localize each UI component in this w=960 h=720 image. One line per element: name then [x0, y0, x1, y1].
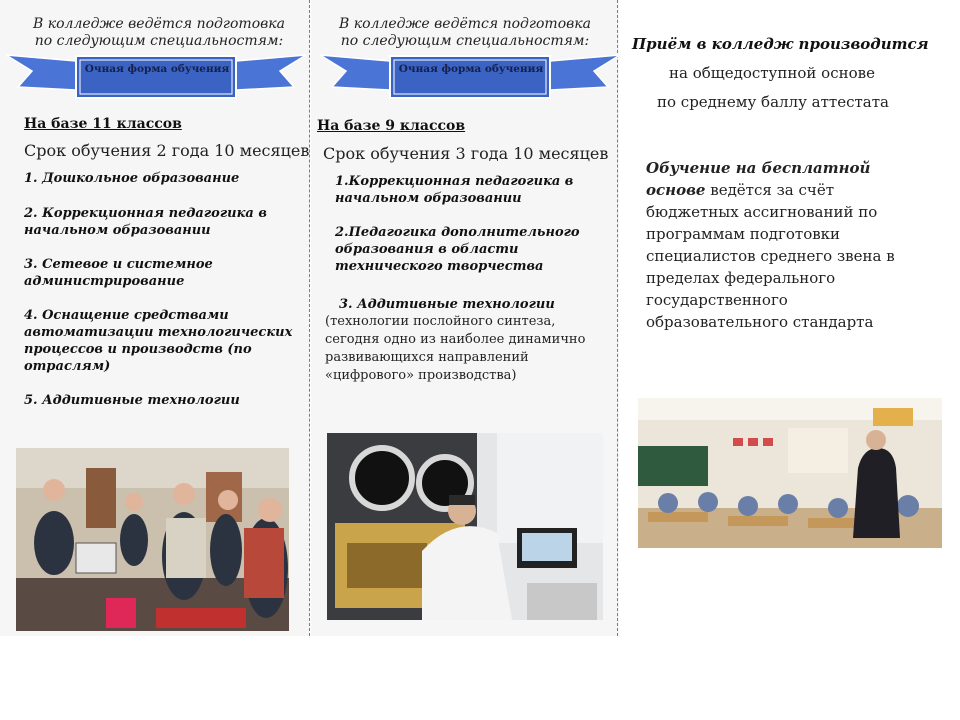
left-ribbon-label: Очная форма обучения [84, 63, 230, 75]
middle-base-heading: На базе 9 классов [317, 118, 466, 134]
admission-title: Приём в колледж производится [632, 35, 929, 53]
specialty-item: 3. Аддитивные технологии [339, 297, 555, 312]
specialty-item: 2. Коррекционная педагогика в начальном образовании [24, 206, 267, 238]
specialty-item: 3. Сетевое и системное администрирование [24, 257, 213, 289]
admission-line-general: на общедоступной основе [669, 64, 875, 82]
left-ribbon-banner [6, 50, 306, 104]
middle-specialty-list [335, 173, 605, 293]
middle-ribbon-label: Очная форма обучения [398, 63, 544, 75]
free-education-heading: Обучение на бесплатной основе [646, 159, 871, 199]
left-study-term: Срок обучения 2 года 10 месяцев [24, 141, 310, 160]
additive-description: (технологии послойного синтеза, сегодня одно из наиболее динамично развивающихся направлений «цифрового» производства) [325, 314, 586, 383]
specialty-item: 5. Аддитивные технологии [24, 393, 240, 408]
left-intro-text: В колледже ведётся подготовка по следующим специальностям: [33, 16, 285, 49]
free-education-body: ведётся за счёт бюджетных ассигнований по программам подготовки специалистов среднего звена в пределах федерального государственного образовательного стандарта [646, 181, 895, 331]
middle-ribbon-banner [320, 50, 620, 104]
specialty-item: 1.Коррекционная педагогика в начальном образовании [335, 174, 574, 206]
specialty-item: 2.Педагогика дополнительного образования в области технического творчества [335, 225, 580, 274]
photo-classroom [638, 398, 942, 548]
specialty-item: 4. Оснащение средствами автоматизации технологических процессов и производств (по отраслям) [24, 308, 293, 374]
middle-study-term: Срок обучения 3 года 10 месяцев [323, 144, 609, 163]
photo-lab-technician [327, 433, 603, 620]
admission-line-score: по среднему баллу аттестата [657, 93, 889, 111]
photo-students-workshop [16, 448, 289, 631]
specialty-item: 1. Дошкольное образование [24, 171, 240, 186]
left-specialty-list [24, 170, 294, 409]
free-education-paragraph [646, 157, 916, 333]
middle-additive-block [325, 296, 613, 385]
middle-intro-text: В колледже ведётся подготовка по следующим специальностям: [339, 16, 591, 49]
fold-divider-left [309, 0, 310, 636]
left-base-heading: На базе 11 классов [24, 116, 182, 132]
